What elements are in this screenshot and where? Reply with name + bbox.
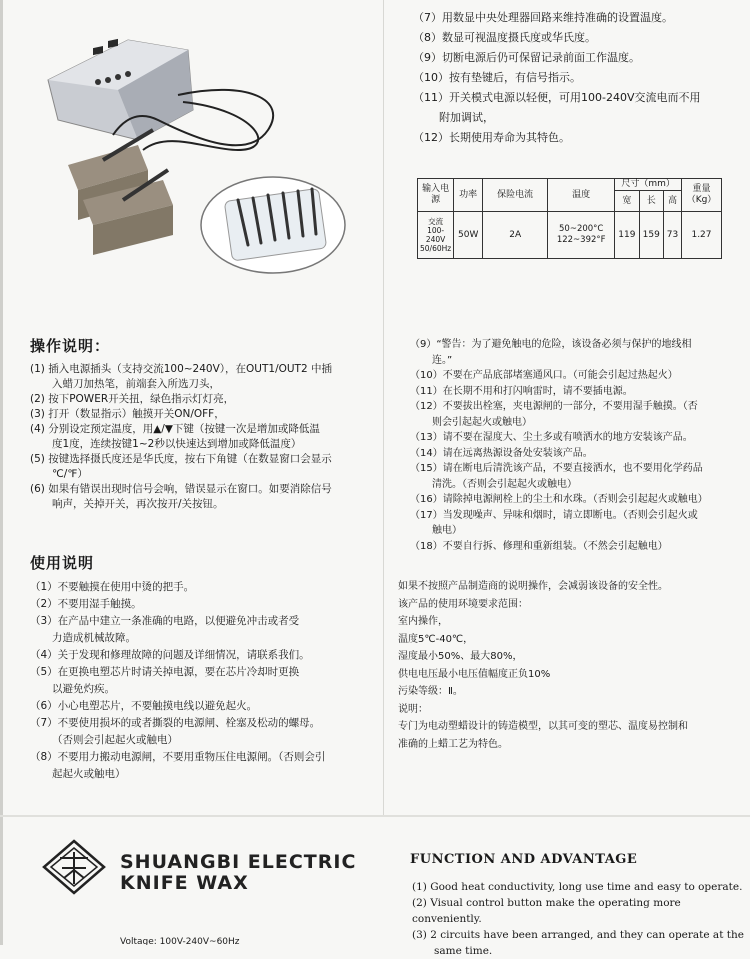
fold-line-vertical [383, 0, 384, 815]
env-line: 室内操作， [398, 616, 448, 627]
th-temp: 温度 [548, 179, 615, 212]
function-item: same time. [434, 945, 493, 957]
cell-power: 50W [454, 212, 483, 259]
th-weight: 重量（Kg） [682, 179, 722, 212]
th-width: 宽 [615, 191, 639, 212]
th-length: 长 [639, 191, 663, 212]
cell-temp: 50~200°C 122~392°F [548, 212, 615, 259]
feature-item-cont: 附加调试， [439, 111, 494, 124]
cell-input: 交流100-240V 50/60Hz [418, 212, 454, 259]
feature-item: （8）数显可视温度摄氏度或华氏度。 [413, 31, 596, 44]
usage-line: 起起火或触电） [52, 768, 126, 780]
usage-line: （4）关于发现和修理故障的问题及详细情况，请联系我们。 [30, 649, 310, 661]
warning-line: （17）当发现噪声、异味和烟时，请立即断电。（否则会引起火或 [410, 509, 698, 521]
warning-line: 连。” [432, 354, 453, 366]
brand-logo [40, 838, 108, 896]
warning-line: （13）请不要在湿度大、尘土多或有喷洒水的地方安装该产品。 [410, 432, 693, 443]
operation-line: (6) 如果有错误出现时信号会响，错误显示在窗口。如要消除信号 [30, 483, 332, 495]
feature-item: （7）用数显中央处理器回路来维持准确的设置温度。 [413, 11, 673, 24]
env-line: 专门为电动塑蜡设计的铸造模型，以其可变的塑芯、温度易控制和 [398, 721, 688, 732]
warning-line: （9）“警告：为了避免触电的危险，该设备必须与保护的地线相 [410, 339, 692, 350]
warning-line: 触电） [432, 525, 462, 536]
usage-line: （1）不要触摸在使用中烫的把手。 [30, 581, 195, 593]
operation-line: 度1度，连续按键1~2秒以快速达到增加或降低温度） [52, 438, 302, 450]
warning-line: 清洗。（否则会引起起火或触电） [432, 478, 577, 490]
usage-line: 力造成机械故障。 [52, 632, 136, 644]
cell-width: 119 [615, 212, 639, 259]
usage-section [30, 552, 325, 783]
warnings-section [410, 337, 708, 554]
cell-length: 159 [639, 212, 663, 259]
warning-line: （12）不要拔出栓塞，夹电源闸的一部分，不要用湿手触摸。（否 [410, 401, 698, 412]
usage-line: （6）小心电塑芯片，不要触摸电线以避免起火。 [30, 700, 258, 712]
operation-line: (5) 按键选择摄氏度还是华氏度，按右下角键（在数显窗口会显示 [30, 453, 332, 465]
usage-line: 以避免灼疾。 [52, 683, 115, 695]
tips-case [201, 177, 345, 273]
function-title: FUNCTION AND ADVANTAGE [410, 852, 638, 867]
warning-line: （11）在长期不用和打闪响雷时，请不要插电源。 [410, 385, 633, 397]
brand-line-1: SHUANGBI ELECTRIC [120, 851, 357, 873]
operation-line: (2) 按下POWER开关扭，绿色指示灯灯亮， [30, 393, 235, 405]
usage-line: （8）不要用力搬动电源闸，不要用重物压住电源闸。（否则会引 [30, 751, 326, 763]
warning-line: 则会引起起火或触电） [432, 416, 532, 428]
warning-line: （15）请在断电后清洗该产品，不要直接洒水，也不要用化学药品 [410, 463, 703, 474]
environment-section [398, 578, 688, 753]
function-item: (2) Visual control button make the operating more conveniently. [412, 897, 681, 925]
feature-item: （10）按有垫键后，有信号指示。 [413, 71, 581, 84]
usage-title: 使用说明 [30, 554, 95, 572]
operation-section [30, 335, 332, 512]
function-list [412, 879, 750, 959]
operation-line: (3) 打开（数显指示）触摸开关ON/OFF， [30, 408, 225, 420]
operation-line: 入蜡刀加热笔，前端套入所选刀头， [52, 378, 220, 390]
warning-line: （14）请在远离热源设备处安装该产品。 [410, 447, 593, 459]
env-line: 准确的上蜡工艺为特色。 [398, 738, 508, 750]
spec-table [417, 178, 722, 259]
usage-line: （否则会引起起火或触电） [52, 734, 178, 746]
usage-line: （3）在产品中建立一条准确的电路，以便避免冲击或者受 [30, 615, 300, 627]
env-line: 湿度最小50%、最大80%， [398, 651, 523, 662]
operation-line: 响声，关掉开关，再次按开/关按钮。 [52, 498, 224, 510]
function-item: (3) 2 circuits have been arranged, and they can operate at the [412, 929, 744, 941]
usage-line: （2）不要用湿手触摸。 [30, 598, 142, 610]
operation-title: 操作说明： [30, 337, 111, 355]
th-size: 尺寸（mm） [615, 179, 682, 191]
usage-line: （5）在更换电塑芯片时请关掉电源，要在芯片冷却时更换 [30, 666, 300, 678]
brand-name [120, 852, 356, 894]
th-fuse: 保险电流 [483, 179, 548, 212]
feature-item: （11）开关模式电源以轻便，可用100-240V交流电而不用 [413, 91, 701, 104]
th-input: 输入电源 [418, 179, 454, 212]
features-list-cn [413, 8, 700, 148]
operation-line: ℃/℉） [52, 468, 88, 480]
cell-weight: 1.27 [682, 212, 722, 259]
operation-line: (1) 插入电源插头（支持交流100~240V），在OUT1/OUT2 中插 [30, 363, 332, 375]
usage-line: （7）不要使用损坏的或者撕裂的电源闸、栓塞及松动的螺母。 [30, 717, 321, 729]
cell-fuse: 2A [483, 212, 548, 259]
th-power: 功率 [454, 179, 483, 212]
voltage-label: Voltage: 100V-240V~60Hz [120, 937, 240, 945]
env-line: 该产品的使用环境要求范围： [398, 598, 528, 610]
function-item: (1) Good heat conductivity, long use time and easy to operate. [412, 881, 743, 893]
env-line: 污染等级：Ⅱ。 [398, 686, 463, 697]
th-height: 高 [663, 191, 681, 212]
feature-item: （12）长期使用寿命为其特色。 [413, 131, 570, 144]
env-line: 温度5℃-40℃， [398, 633, 474, 645]
env-line: 如果不按照产品制造商的说明操作，会减弱该设备的安全性。 [398, 581, 668, 592]
env-line: 说明： [398, 703, 428, 715]
cell-height: 73 [663, 212, 681, 259]
feature-item: （9）切断电源后仍可保留记录前面工作温度。 [413, 51, 640, 64]
product-photo [28, 20, 358, 300]
operation-line: (4) 分别设定预定温度，用▲/▼下键（按键一次是增加或降低温 [30, 423, 320, 435]
warning-line: （16）请除掉电源闸栓上的尘土和水珠。（否则会引起起火或触电） [410, 494, 708, 505]
brand-line-2: KNIFE WAX [120, 872, 249, 894]
warning-line: （10）不要在产品底部堵塞通风口。（可能会引起过热起火） [410, 370, 678, 381]
fold-line-horizontal [0, 815, 750, 817]
warning-line: （18）不要自行拆、修理和重新组装。（不然会引起触电） [410, 540, 668, 552]
env-line: 供电电压最小电压值幅度正负10% [398, 668, 551, 680]
left-edge [0, 0, 3, 945]
